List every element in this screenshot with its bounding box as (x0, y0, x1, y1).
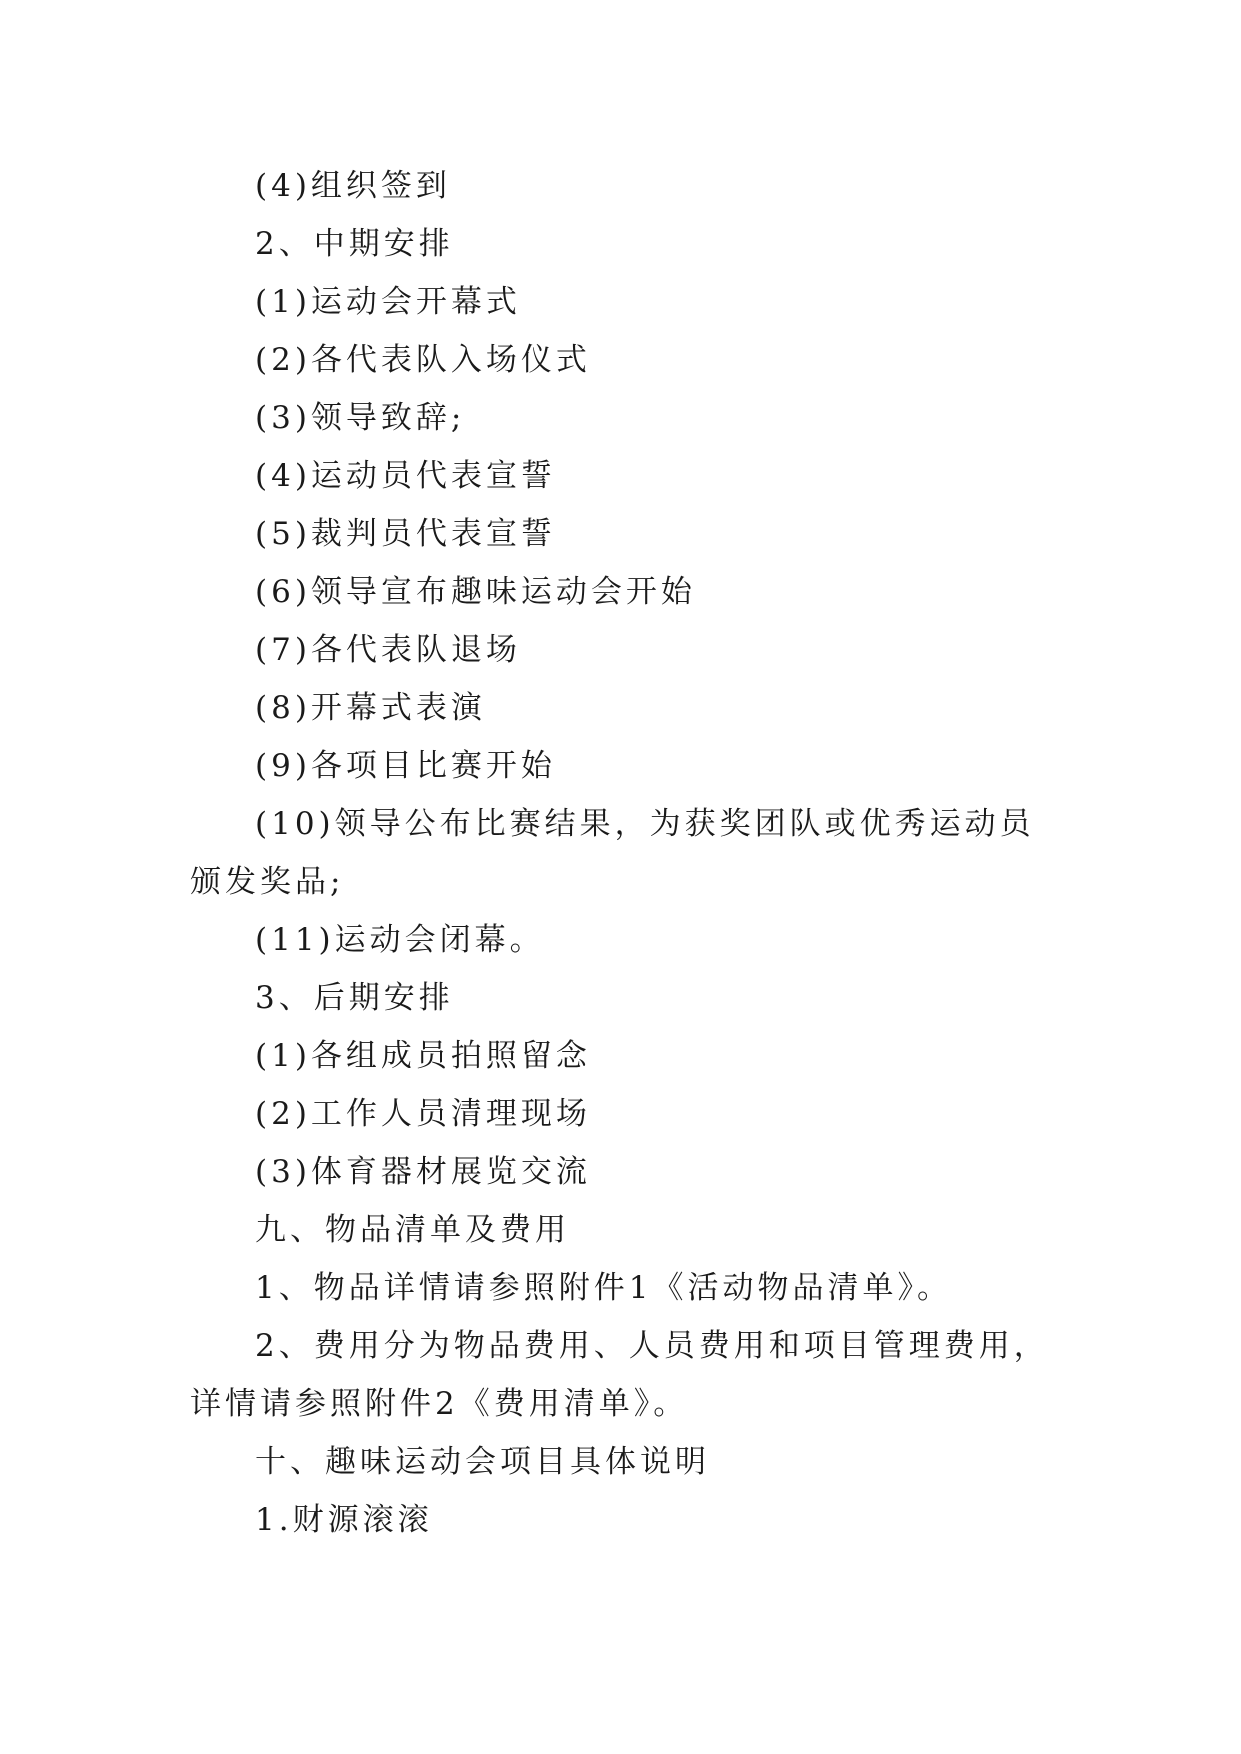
list-item: (1)各组成员拍照留念 (255, 1038, 591, 1074)
paragraph: 1、物品详情请参照附件1《活动物品清单》。 (255, 1270, 952, 1306)
list-item: (4)运动员代表宣誓 (255, 458, 556, 494)
paragraph: 2、费用分为物品费用、人员费用和项目管理费用，详情请参照附件2《费用清单》。 (190, 1328, 1049, 1422)
list-item: (3)体育器材展览交流 (255, 1154, 591, 1190)
list-item: (4)组织签到 (255, 168, 451, 204)
list-item: (8)开幕式表演 (255, 690, 486, 726)
section-heading: 2、中期安排 (255, 226, 454, 262)
list-item: (10)领导公布比赛结果，为获奖团队或优秀运动员颁发奖品; (190, 806, 1035, 900)
list-item: (6)领导宣布趣味运动会开始 (255, 574, 696, 610)
section-heading: 九、物品清单及费用 (255, 1212, 570, 1248)
list-item: (9)各项目比赛开始 (255, 748, 556, 784)
document-body (190, 157, 1050, 1549)
list-item: (7)各代表队退场 (255, 632, 521, 668)
list-item: (3)领导致辞; (255, 400, 466, 436)
section-heading: 十、趣味运动会项目具体说明 (255, 1444, 710, 1480)
subsection-heading: 1.财源滚滚 (255, 1502, 433, 1538)
section-heading: 3、后期安排 (255, 980, 454, 1016)
list-item: (5)裁判员代表宣誓 (255, 516, 556, 552)
list-item: (11)运动会闭幕。 (255, 922, 545, 958)
list-item: (1)运动会开幕式 (255, 284, 521, 320)
list-item: (2)各代表队入场仪式 (255, 342, 591, 378)
list-item: (2)工作人员清理现场 (255, 1096, 591, 1132)
